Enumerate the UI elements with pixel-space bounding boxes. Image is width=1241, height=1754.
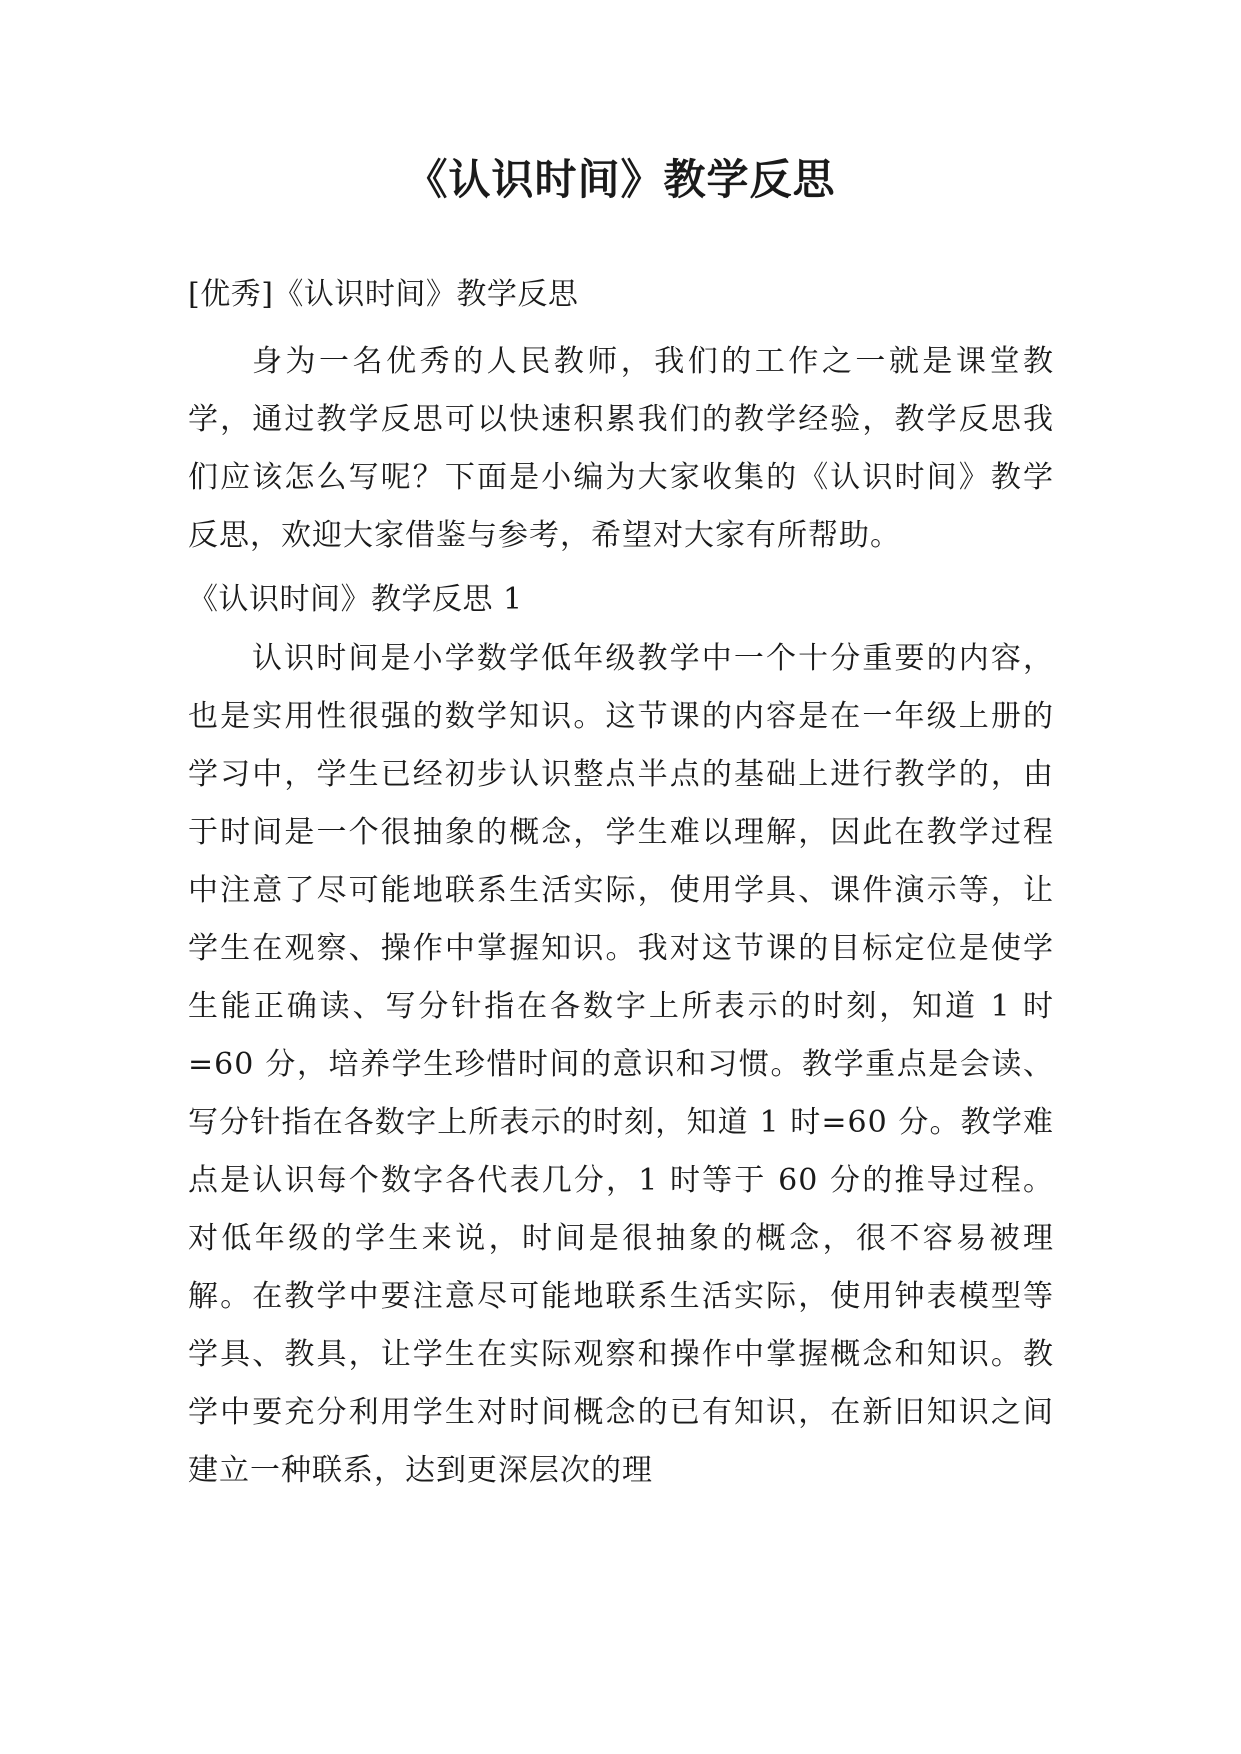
intro-paragraph: 身为一名优秀的人民教师，我们的工作之一就是课堂教学，通过教学反思可以快速积累我们的教学经验，教学反思我们应该怎么写呢？下面是小编为大家收集的《认识时间》教学反思，欢迎大家借鉴与参考，希望对大家有所帮助。 bbox=[188, 344, 1054, 553]
section1-paragraph: 认识时间是小学数学低年级教学中一个十分重要的内容，也是实用性很强的数学知识。这节课的内容是在一年级上册的学习中，学生已经初步认识整点半点的基础上进行教学的，由于时间是一个很抽象的概念，学生难以理解，因此在教学过程中注意了尽可能地联系生活实际，使用学具、课件演示等，让学生在观察、操作中掌握知识。我对这节课的目标定位是使学生能正确读、写分针指在各数字上所表示的时刻，知道 1 时=60 分，培养学生珍惜时间的意识和习惯。教学重点是会读、写分针指在各数字上所表示的时刻，知道 1 时=60 分。教学难点是认识每个数字各代表几分，1 时等于 60 分的推导过程。对低年级的学生来说，时间是很抽象的概念，很不容易被理解。在教学中要注意尽可能地联系生活实际，使用钟表模型等学具、教具，让学生在实际观察和操作中掌握概念和知识。教学中要充分利用学生对时间概念的已有知识，在新旧知识之间建立一种联系，达到更深层次的理 bbox=[188, 641, 1054, 1488]
section1-section bbox=[188, 630, 1054, 1500]
section1-heading: 《认识时间》教学反思 1 bbox=[188, 582, 523, 617]
document-title: 《认识时间》教学反思 bbox=[405, 155, 836, 204]
intro-heading: [优秀]《认识时间》教学反思 bbox=[188, 277, 579, 312]
intro-section bbox=[188, 333, 1054, 565]
